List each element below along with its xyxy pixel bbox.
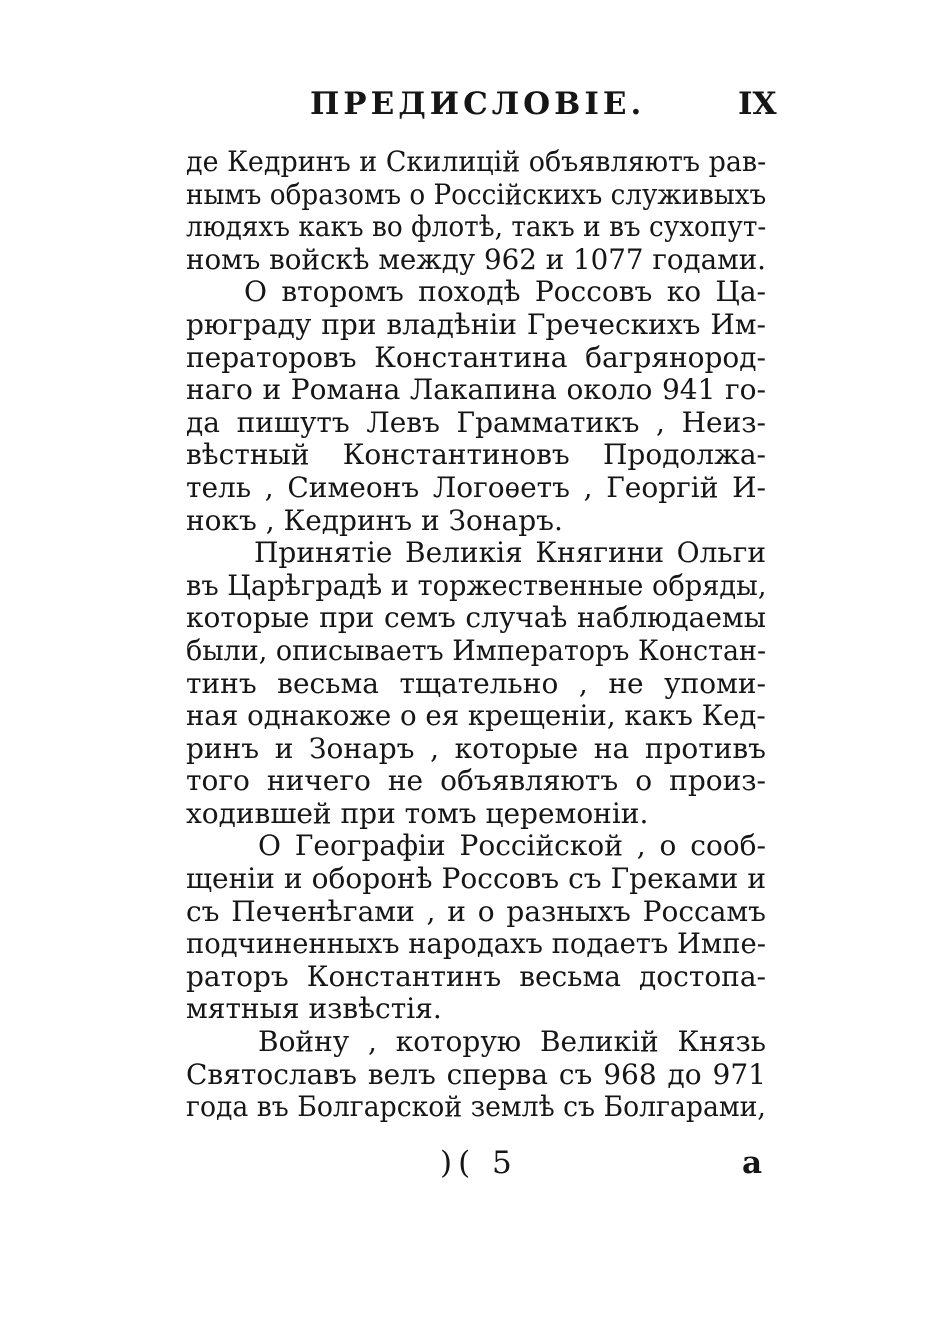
- text-line: Принятiе Великiя Княгини Ольги: [254, 536, 766, 570]
- text-line: О Географiи Россiйской , о сооб-: [258, 829, 766, 863]
- catchword: a: [742, 1145, 763, 1181]
- text-line: людяхъ какъ во флотѣ, такъ и въ сухопут-: [186, 210, 767, 244]
- text-line: подчиненныхъ народахъ подаетъ Импе-: [186, 927, 766, 961]
- text-line: рюграду при владѣнiи Греческихъ Им-: [186, 307, 766, 341]
- text-line: тель , Симеонъ Логоѳетъ , Георгiй И-: [186, 470, 766, 504]
- text-line: ринъ и Зонаръ , которые на противъ: [186, 731, 766, 765]
- text-line: съ Печенѣгами , и о разныхъ Россамъ: [186, 894, 766, 928]
- text-line: О второмъ походѣ Россовъ ко Ца-: [244, 275, 766, 309]
- text-line: Святославъ велъ сперва съ 968 до 971: [186, 1057, 766, 1091]
- text-line: номъ войскѣ между 962 и 1077 годами.: [186, 242, 767, 276]
- text-line: того ничего не объявляютъ о произ-: [186, 764, 766, 798]
- text-line: были, описываетъ Императоръ Констан-: [186, 633, 767, 667]
- text-line: да пишутъ Левъ Грамматикъ , Неиз-: [186, 405, 766, 439]
- text-line: мятныя извѣстiя.: [186, 992, 442, 1026]
- text-line: Войну , которую Великiй Князь: [258, 1025, 766, 1059]
- signature-mark: )( 5: [440, 1145, 518, 1181]
- text-line: ператоровъ Константина багрянород-: [186, 340, 766, 374]
- text-line: нымъ образомъ о Россiйскихъ служивыхъ: [186, 177, 767, 211]
- text-line: тинъ весьма тщательно , не упоми-: [186, 666, 766, 700]
- running-head: ПРЕДИСЛОВIЕ.: [310, 86, 646, 122]
- text-line: въ Царѣградѣ и торжественные обряды,: [186, 568, 767, 602]
- body-text: [186, 146, 766, 1124]
- text-line: нокъ , Кедринъ и Зонаръ.: [186, 503, 563, 537]
- text-line: которые при семъ случаѣ наблюдаемы: [186, 601, 766, 635]
- text-line: ная однакоже о ея крещенiи, какъ Кед-: [186, 699, 766, 733]
- text-line: вѣстный Константиновъ Продолжа-: [186, 438, 766, 472]
- text-line: раторъ Константинъ весьма достопа-: [186, 959, 766, 993]
- text-line: де Кедринъ и Скилицiй объявляютъ рав-: [186, 145, 767, 178]
- text-line: щенiи и оборонѣ Россовъ съ Греками и: [186, 862, 766, 896]
- text-line: ходившей при томъ церемонiи.: [186, 796, 649, 830]
- text-line: наго и Романа Лакапина около 941 го-: [186, 373, 766, 407]
- text-line: года въ Болгарской землѣ съ Болгарами,: [186, 1090, 766, 1124]
- page-number: IX: [738, 86, 777, 122]
